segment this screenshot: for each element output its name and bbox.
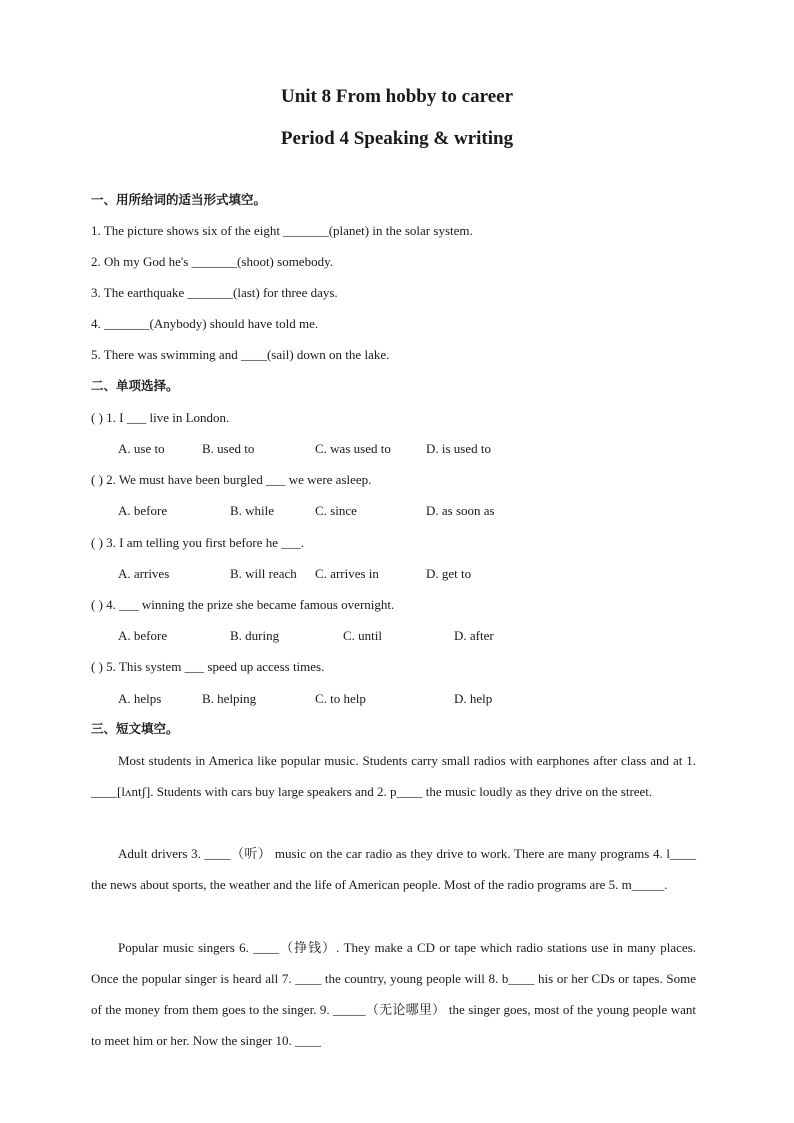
mc-2-option-a: A. before — [118, 503, 168, 518]
fill-item-5: 5. There was swimming and ____(sail) down on the lake. — [91, 347, 390, 362]
mc-3-option-c: C. arrives in — [315, 566, 379, 581]
mc-1-option-b: B. used to — [202, 441, 255, 456]
section-3-heading: 三、短文填空。 — [91, 721, 179, 736]
passage-paragraph-1: Most students in America like popular music. Students carry small radios with earphones after class and at 1. ____[lʌntʃ]. Students with cars buy large speakers and 2. p____ the music loudly as they drive on the street. — [91, 753, 696, 799]
mc-5-option-d: D. help — [454, 691, 493, 706]
fill-item-1: 1. The picture shows six of the eight _______(planet) in the solar system. — [91, 223, 473, 238]
section-1-heading: 一、用所给词的适当形式填空。 — [91, 192, 267, 207]
mc-4-option-d: D. after — [454, 628, 494, 643]
passage-paragraph-3: Popular music singers 6. ____（挣钱）. They make a CD or tape which radio stations use in many places. Once the popular singer is heard all 7. ____ the country, young people will 8. b____ his or her CDs or tapes. Some of the money from them goes to the singer. 9. _____（无论哪里） the singer goes, most of the young people want to meet him or her. Now the singer 10. ____ — [91, 940, 696, 1048]
mc-2-option-b: B. while — [230, 503, 275, 518]
mc-2-option-d: D. as soon as — [426, 503, 495, 518]
mc-question-3: ( ) 3. I am telling you first before he ___. — [91, 535, 304, 550]
mc-4-option-a: A. before — [118, 628, 168, 643]
mc-4-option-c: C. until — [343, 628, 383, 643]
mc-3-option-d: D. get to — [426, 566, 472, 581]
section-2-heading: 二、单项选择。 — [91, 378, 179, 393]
passage-paragraph-2: Adult drivers 3. ____（听） music on the car radio as they drive to work. There are many programs 4. l____ the news about sports, the weather and the life of American people. Most of the radio programs are 5. m_____. — [91, 846, 696, 892]
fill-item-2: 2. Oh my God he's _______(shoot) somebody. — [91, 254, 333, 269]
mc-1-option-a: A. use to — [118, 441, 165, 456]
mc-question-2: ( ) 2. We must have been burgled ___ we were asleep. — [91, 472, 372, 487]
mc-3-option-b: B. will reach — [230, 566, 297, 581]
mc-5-option-c: C. to help — [315, 691, 366, 706]
page-title: Unit 8 From hobby to career — [280, 86, 514, 107]
fill-item-4: 4. _______(Anybody) should have told me. — [91, 316, 319, 331]
page-subtitle: Period 4 Speaking & writing — [280, 128, 514, 149]
mc-1-option-c: C. was used to — [315, 441, 391, 456]
mc-1-option-d: D. is used to — [426, 441, 491, 456]
mc-5-option-a: A. helps — [118, 691, 162, 706]
mc-2-option-c: C. since — [315, 503, 357, 518]
mc-5-option-b: B. helping — [202, 691, 257, 706]
mc-question-5: ( ) 5. This system ___ speed up access times. — [91, 659, 325, 674]
mc-question-1: ( ) 1. I ___ live in London. — [91, 410, 230, 425]
fill-item-3: 3. The earthquake _______(last) for three days. — [91, 285, 338, 300]
mc-4-option-b: B. during — [230, 628, 280, 643]
mc-3-option-a: A. arrives — [118, 566, 170, 581]
mc-question-4: ( ) 4. ___ winning the prize she became famous overnight. — [91, 597, 395, 612]
